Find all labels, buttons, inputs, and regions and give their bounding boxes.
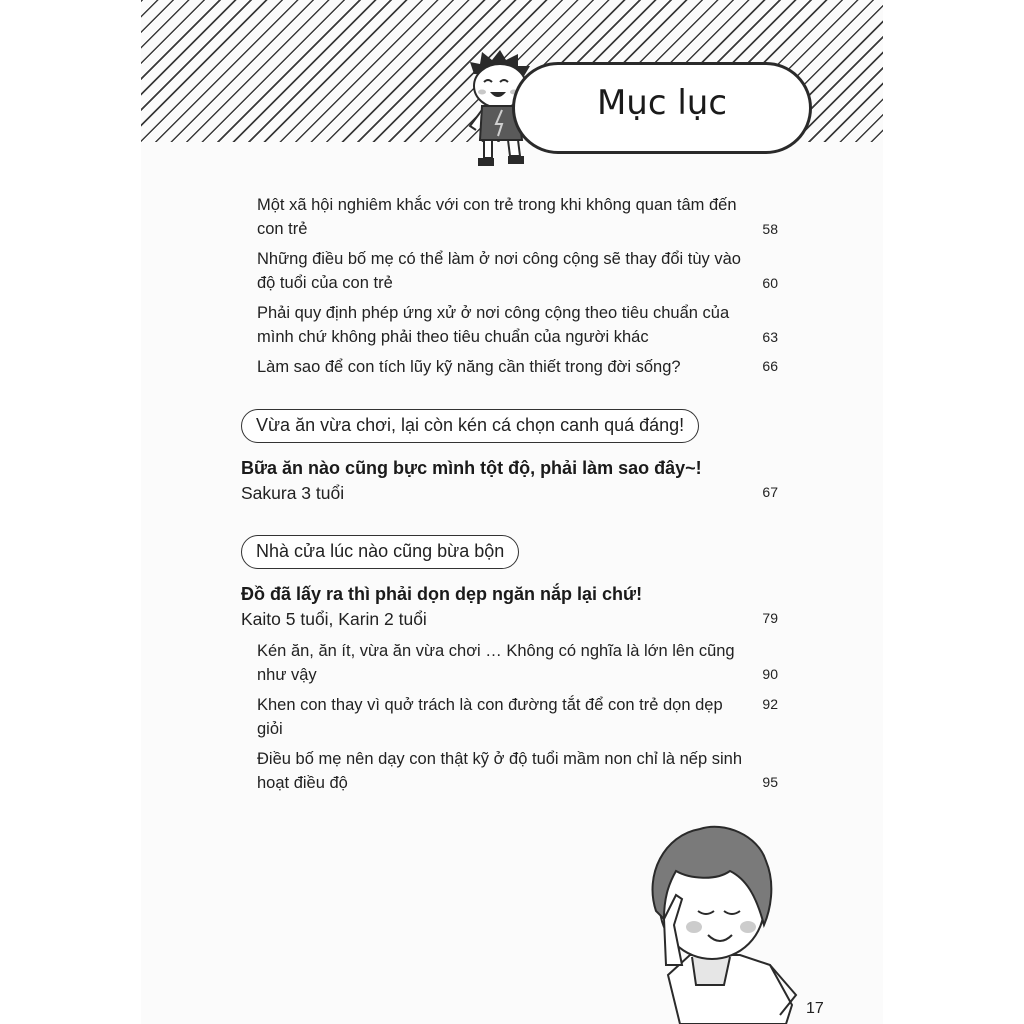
toc-entry-text: Phải quy định phép ứng xử ở nơi công cộng theo tiêu chuẩn của mình chứ không phải theo tiêu chuẩn của người khác [257, 304, 730, 346]
section-title: Bữa ăn nào cũng bực mình tột độ, phải làm sao đây~! [241, 458, 702, 478]
section-pill: Vừa ăn vừa chơi, lại còn kén cá chọn canh quá đáng! [241, 409, 699, 443]
page-number: 17 [806, 1000, 824, 1017]
mother-illustration [620, 815, 810, 1024]
section-subtitle: Sakura 3 tuổi [241, 483, 345, 503]
toc-entry-page: 92 [762, 696, 778, 712]
toc-entry-text: Khen con thay vì quở trách là con đường tắt để con trẻ dọn dẹp giỏi [257, 696, 723, 738]
toc-entry-page: 60 [762, 275, 778, 291]
toc-entry [257, 747, 747, 795]
section-title: Đồ đã lấy ra thì phải dọn dẹp ngăn nắp lại chứ! [241, 584, 643, 604]
toc-entry-page: 63 [762, 329, 778, 345]
toc-entry-text: Điều bố mẹ nên dạy con thật kỹ ở độ tuổi mầm non chỉ là nếp sinh hoạt điều độ [257, 750, 743, 792]
toc-entry [257, 355, 747, 379]
title-bubble [512, 62, 812, 154]
toc-entry [257, 193, 747, 241]
toc-entry [257, 301, 747, 349]
toc-entry-text: Làm sao để con tích lũy kỹ năng cần thiết trong đời sống? [257, 358, 681, 376]
toc-entry-text: Một xã hội nghiêm khắc với con trẻ trong khi không quan tâm đến con trẻ [257, 196, 737, 238]
toc-entry-page: 90 [762, 666, 778, 682]
section-page: 67 [762, 484, 778, 500]
section-subtitle: Kaito 5 tuổi, Karin 2 tuổi [241, 609, 427, 629]
toc-entry-page: 95 [762, 774, 778, 790]
toc-entry-text: Những điều bố mẹ có thể làm ở nơi công cộng sẽ thay đổi tùy vào độ tuổi của con trẻ [257, 250, 741, 292]
toc-entry [257, 693, 747, 741]
section-pill: Nhà cửa lúc nào cũng bừa bộn [241, 535, 519, 569]
section-page: 79 [762, 610, 778, 626]
page-title: Mục lục [596, 83, 728, 123]
toc-entry-page: 58 [762, 221, 778, 237]
toc-entry [257, 639, 747, 687]
toc-entry-text: Kén ăn, ăn ít, vừa ăn vừa chơi … Không có nghĩa là lớn lên cũng như vậy [257, 642, 735, 684]
toc-entry-page: 66 [762, 358, 778, 374]
toc-entry [257, 247, 747, 295]
